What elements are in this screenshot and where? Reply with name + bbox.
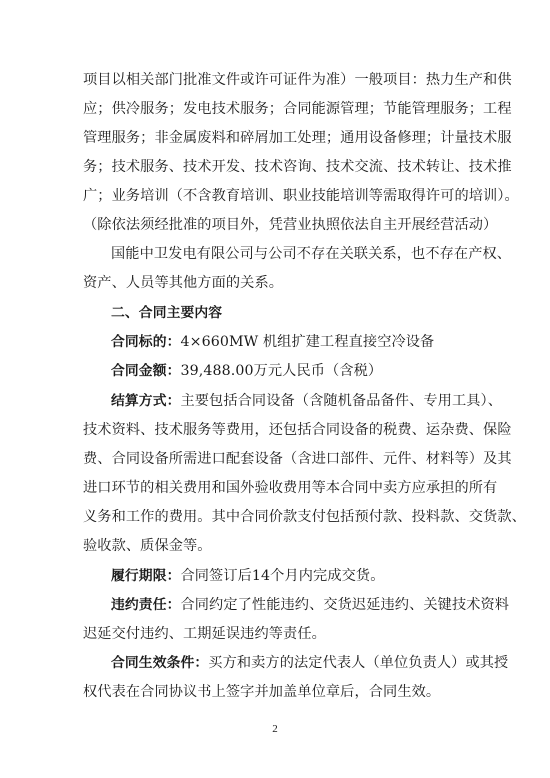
field-label: 违约责任： xyxy=(111,597,181,613)
body-line: （除依法须经批准的项目外，凭营业执照依法自主开展经营活动） xyxy=(83,217,498,233)
body-line: 务；技术服务、技术开发、技术咨询、技术交流、技术转让、技术推 xyxy=(83,159,512,175)
field-value: 4×660MW 机组扩建工程直接空冷设备 xyxy=(180,334,435,350)
body-line: 义务和工作的费用。其中合同价款支付包括预付款、投料款、交货款、 xyxy=(83,509,526,525)
body-line: 技术资料、技术服务等费用，还包括合同设备的税费、运杂费、保险 xyxy=(83,422,512,438)
field-label: 合同生效条件： xyxy=(111,655,209,671)
field-label: 履行期限： xyxy=(111,568,181,584)
field-label: 合同金额： xyxy=(111,363,181,379)
body-line: 资产、人员等其他方面的关系。 xyxy=(83,275,284,291)
field-value: 买方和卖方的法定代表人（单位负责人）或其授 xyxy=(208,655,509,671)
performance-period xyxy=(111,566,384,586)
breach-liability xyxy=(111,595,509,615)
body-line: 验收款、质保金等。 xyxy=(83,538,212,554)
body-line: 项目以相关部门批准文件或许可证件为准）一般项目：热力生产和供 xyxy=(83,72,512,88)
field-value: 39,488.00万元人民币（含税） xyxy=(180,363,383,379)
effective-conditions xyxy=(111,653,508,673)
contract-amount xyxy=(111,361,382,381)
field-label: 结算方式： xyxy=(111,393,181,409)
body-line: 迟延交付违约、工期延误违约等责任。 xyxy=(83,626,326,642)
body-line: 应；供冷服务；发电技术服务；合同能源管理；节能管理服务；工程 xyxy=(83,101,512,117)
settlement-method xyxy=(111,391,502,411)
body-line: 权代表在合同协议书上签字并加盖单位章后，合同生效。 xyxy=(83,684,441,700)
page-number: 2 xyxy=(272,723,278,735)
body-line: 国能中卫发电有限公司与公司不存在关联关系，也不存在产权、 xyxy=(111,246,512,262)
section-heading: 二、合同主要内容 xyxy=(111,305,223,321)
body-line: 广；业务培训（不含教育培训、职业技能培训等需取得许可的培训）。 xyxy=(83,188,519,204)
body-line: 费、合同设备所需进口配套设备（含进口部件、元件、材料等）及其 xyxy=(83,451,512,467)
field-value: 合同签订后14个月内完成交货。 xyxy=(180,568,385,584)
field-value: 合同约定了性能违约、交货迟延违约、关键技术资料 xyxy=(180,597,510,613)
body-line: 进口环节的相关费用和国外验收费用等本合同中卖方应承担的所有 xyxy=(83,480,498,496)
contract-subject xyxy=(111,332,434,352)
field-label: 合同标的： xyxy=(111,334,181,350)
field-value: 主要包括合同设备（含随机备品备件、专用工具）、 xyxy=(180,393,502,409)
body-line: 管理服务；非金属废料和碎屑加工处理；通用设备修理；计量技术服 xyxy=(83,130,512,146)
